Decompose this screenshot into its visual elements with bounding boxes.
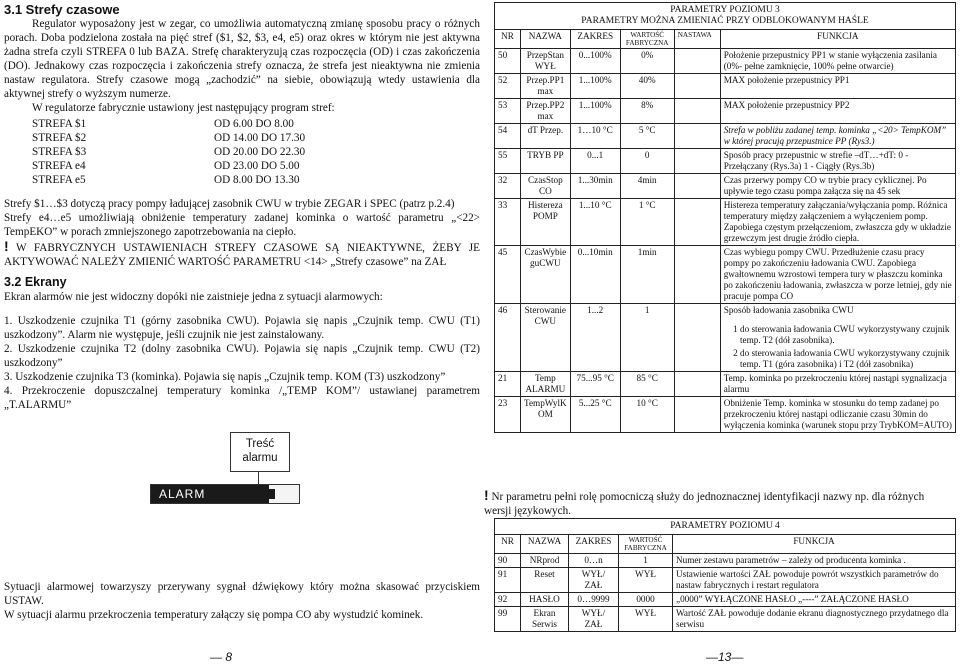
param-function: [720, 304, 955, 372]
table-row: [495, 554, 956, 568]
table-row: [495, 74, 956, 99]
table-row: [495, 372, 956, 397]
zones-note-pump: Strefy $1…$3 dotyczą pracy pompy ładującej zasobnik CWU w trybie ZEGAR i SPEC (patrz p.2.4): [4, 198, 455, 210]
table-row: [495, 124, 956, 149]
param-name: TRYB PP: [521, 149, 571, 174]
param-function: Histereza temperatury załączania/wyłączania pomp. Różnica temperatury między załączeniem a wyłączeniem pomp. Zapobiega częstym przełączeniom, zwłaszcza gdy w układzie grzewczym jest drugie źródło ciepła.: [720, 199, 955, 246]
table-row: [495, 304, 956, 372]
param-setting: [674, 304, 720, 372]
warning-icon: !: [4, 238, 9, 254]
param-factory: 1min: [620, 246, 674, 304]
param-range: 5...25 °C: [570, 397, 620, 433]
table-row: [495, 246, 956, 304]
param-function: Numer zestawu parametrów – zależy od producenta kominka .: [673, 554, 956, 568]
param-setting: [674, 74, 720, 99]
param-range: 1…10 °C: [570, 124, 620, 149]
param-range: 1...30min: [570, 174, 620, 199]
param-function-text: Sposób ładowania zasobnika CWU: [723, 305, 854, 315]
col-nazwa: NAZWA: [521, 30, 571, 49]
param-nr: 21: [495, 372, 521, 397]
param-function: MAX położenie przepustnicy PP2: [720, 99, 955, 124]
alarm-intro: Ekran alarmów nie jest widoczny dopóki nie zaistnieje jedna z sytuacji alarmowych:: [4, 291, 383, 303]
param-range: 1...2: [570, 304, 620, 372]
table-row: [495, 607, 956, 632]
alarm-screen: [150, 484, 300, 504]
col-nazwa: NAZWA: [521, 535, 569, 554]
table-row: [495, 568, 956, 593]
param-setting: [674, 199, 720, 246]
note-icon: !: [484, 487, 489, 503]
param-name: Ekran Serwis: [521, 607, 569, 632]
param-factory: 0%: [620, 49, 674, 74]
param-factory: 0: [620, 149, 674, 174]
param-function: Sposób pracy przepustnic w strefie –dT…+dT: 0 - Przełączany (Rys.3a) 1 - Ciągły (Rys.3b): [720, 149, 955, 174]
zone-name: STREFA $2: [32, 132, 87, 144]
param-range: 0…9999: [569, 593, 619, 607]
table-row: [495, 199, 956, 246]
zone-name: STREFA e5: [32, 174, 86, 186]
param-name: CzasStop CO: [521, 174, 571, 199]
param-range: 1...100%: [570, 74, 620, 99]
param-function: Strefa w pobliżu zadanej temp. kominka „<20> TempKOM” w której pracują przepustnice PP (Rys3.): [720, 124, 955, 149]
option-num: 1: [733, 324, 738, 334]
param-nr: 90: [495, 554, 521, 568]
zone-time: OD 14.00 DO 17.30: [214, 132, 306, 144]
alarm-screen-label: ALARM: [151, 485, 269, 503]
table4-title: PARAMETRY POZIOMU 4: [495, 519, 956, 535]
intro-paragraph: Regulator wyposażony jest w zegar, co umożliwia automatyczną zmianę sposobu pracy o różnych porach. Doba podzielona została na pięć stref ($1, $2, $3, e4, e5) oraz okres w którym nie jest aktywna żadna strefa czyli STREFA 0 lub BAZA. Strefę charakteryzują czas rozpoczęcia (OD) i czas zakończenia (DO). Jednakowy czas rozpoczęcia i zakończenia strefy oznacza, że strefa jest nieaktywna nie zmienia nastaw regulatora. Strefy czasowe mogą „zachodzić” na siebie, obowiązują wtedy ustawienia dla aktywnej strefy o wyższym numerze.: [4, 18, 480, 100]
param-factory: 1: [619, 554, 673, 568]
section-title-ekrany: 3.2 Ekrany: [4, 275, 67, 289]
param-range: WYŁ/ ZAŁ: [569, 568, 619, 593]
zone-row: [32, 159, 480, 173]
col-nr: NR: [495, 30, 521, 49]
param-function: „0000” WYŁĄCZONE HASŁO „----” ZAŁĄCZONE HASŁO: [673, 593, 956, 607]
param-factory: 10 °C: [620, 397, 674, 433]
param-nr: 99: [495, 607, 521, 632]
param-name: PrzepStan WYŁ: [521, 49, 571, 74]
col-nastawa: NASTAWA: [674, 30, 720, 49]
param-factory: 1: [620, 304, 674, 372]
section-title-strefy: 3.1 Strefy czasowe: [4, 2, 120, 17]
table4-header: [495, 535, 956, 554]
zone-row: [32, 173, 480, 187]
param-name: HASŁO: [521, 593, 569, 607]
zone-time: OD 20.00 DO 22.30: [214, 146, 306, 158]
zone-time: OD 8.00 DO 13.30: [214, 174, 300, 186]
param-nr: 91: [495, 568, 521, 593]
table-row: [495, 99, 956, 124]
alarm-text-callout: Treść alarmu: [230, 432, 290, 472]
param-factory: 1 °C: [620, 199, 674, 246]
note-text: Nr parametru pełni rolę pomocniczą służy do jednoznacznej identyfikacji nazwy np. dla różnych wersji językowych.: [484, 491, 925, 517]
col-funkcja: FUNKCJA: [720, 30, 955, 49]
param-range: WYŁ/ ZAŁ: [569, 607, 619, 632]
page-number-left: — 8: [210, 650, 233, 664]
option-text: do sterowania ładowania CWU wykorzystywany czujnik temp. T1 (góra zasobnika) i T2 (dół zasobnika): [740, 348, 950, 369]
param-function: Położenie przepustnicy PP1 w stanie wyłączenia zasilania (0%- pełne zamknięcie, 100% pełne otwarcie): [720, 49, 955, 74]
param-setting: [674, 149, 720, 174]
page-number-right: —13—: [706, 650, 744, 664]
alarm-screen-cursor: [269, 489, 275, 499]
alarm-item: 1. Uszkodzenie czujnika T1 (górny zasobnika CWU). Pojawia się napis „Czujnik temp. CWU (T1) uszkodzony”. Alarm nie występuje, jeśli czujnik nie jest zainstalowany.: [4, 315, 480, 341]
table3-title-1: PARAMETRY POZIOMU 3: [670, 5, 780, 15]
zones-note-eco: Strefy e4…e5 umożliwiają obniżenie temperatury zadanej kominka o wartość parametru „<22> TempEKO” w porach zmniejszonego zapotrzebowania na ciepło.: [4, 212, 480, 238]
parameters-level-3-table: [494, 2, 956, 433]
param-function: MAX położenie przepustnicy PP1: [720, 74, 955, 99]
param-nr: 45: [495, 246, 521, 304]
param-function: Ustawienie wartości ZAŁ powoduje powrót wszystkich parametrów do nastaw fabrycznych i restart regulatora: [673, 568, 956, 593]
left-page: [4, 2, 480, 412]
param-range: 1...10 °C: [570, 199, 620, 246]
param-name: Sterowanie CWU: [521, 304, 571, 372]
param-range: 0…n: [569, 554, 619, 568]
param-factory: 85 °C: [620, 372, 674, 397]
param-setting: [674, 124, 720, 149]
col-wartosc: WARTOŚĆ FABRYCZNA: [619, 535, 673, 554]
alarm-item: 2. Uszkodzenie czujnika T2 (dolny zasobnika CWU). Pojawia się napis „Czujnik temp. CWU (T2) uszkodzony”: [4, 343, 480, 369]
option-text: do sterowania ładowania CWU wykorzystywany czujnik temp. T2 (dół zasobnika).: [740, 324, 950, 345]
page-number-value: 8: [225, 650, 233, 664]
parameters-level-4-table: [494, 518, 956, 632]
param-factory: 8%: [620, 99, 674, 124]
param-function: Czas przerwy pompy CO w trybie pracy cyklicznej. Po upływie tego czasu pompa załącza się na 45 sek: [720, 174, 955, 199]
zone-row: [32, 117, 480, 131]
param-factory: 40%: [620, 74, 674, 99]
parameter-number-note: [484, 488, 944, 518]
param-nr: 52: [495, 74, 521, 99]
param-nr: 55: [495, 149, 521, 174]
warning-text: W FABRYCZNYCH USTAWIENIACH STREFY CZASOWE SĄ NIEAKTYWNE, ŻEBY JE AKTYWOWAĆ NALEŻY ZMIENIĆ WARTOŚĆ PARAMETRU <14> „Strefy czasowe” na ZAŁ: [4, 242, 480, 268]
param-nr: 53: [495, 99, 521, 124]
alarm-pump-note: W sytuacji alarmu przekroczenia temperatury załączy się pompa CO aby wystudzić kominek.: [4, 609, 424, 621]
zone-name: STREFA $3: [32, 146, 87, 158]
param-setting: [674, 174, 720, 199]
table-row: [495, 593, 956, 607]
table-row: [495, 149, 956, 174]
param-setting: [674, 397, 720, 433]
param-name: Temp ALARMU: [521, 372, 571, 397]
table3-title-2: PARAMETRY MOŻNA ZMIENIAĆ PRZY ODBLOKOWANYM HAŚLE: [581, 16, 869, 26]
alarm-footer: [4, 580, 480, 622]
param-factory: WYŁ: [619, 607, 673, 632]
param-factory: 0000: [619, 593, 673, 607]
param-factory: 5 °C: [620, 124, 674, 149]
zone-program: [32, 117, 480, 187]
col-nr: NR: [495, 535, 521, 554]
param-name: dT Przep.: [521, 124, 571, 149]
factory-warning: [4, 239, 480, 269]
option-row: [724, 348, 952, 370]
table-row: [495, 49, 956, 74]
param-setting: [674, 49, 720, 74]
param-name: Przep.PP2 max: [521, 99, 571, 124]
page-number-value: 13: [718, 650, 732, 664]
param-name: NRprod: [521, 554, 569, 568]
param-function: Czas wybiegu pompy CWU. Przedłużenie czasu pracy pompy po zakończeniu ładowania CWU. Zapobiega gwałtownemu wzrostowi tempera tury w płaszczu kominka po zakończeniu ładowania, zwłaszcza w porze letniej, gdy nie pracuje pompa CO: [720, 246, 955, 304]
table-row: [495, 174, 956, 199]
param-nr: 92: [495, 593, 521, 607]
option-row: [724, 324, 952, 346]
col-zakres: ZAKRES: [569, 535, 619, 554]
param-range: 0...1: [570, 149, 620, 174]
param-nr: 32: [495, 174, 521, 199]
alarm-item: 4. Przekroczenie dopuszczalnej temperatury kominka /„TEMP KOM”/ ustawianej parametrem „T.ALARMU”: [4, 385, 480, 411]
param-nr: 23: [495, 397, 521, 433]
zone-name: STREFA $1: [32, 118, 87, 130]
table3-title: [495, 3, 956, 30]
param-nr: 46: [495, 304, 521, 372]
param-name: Reset: [521, 568, 569, 593]
col-zakres: ZAKRES: [570, 30, 620, 49]
param-setting: [674, 372, 720, 397]
param-name: Przep.PP1 max: [521, 74, 571, 99]
param-name: TempWylK OM: [521, 397, 571, 433]
param-nr: 33: [495, 199, 521, 246]
alarm-sound-note: Sytuacji alarmowej towarzyszy przerywany sygnał dźwiękowy który można skasować przyciskiem USTAW.: [4, 581, 480, 607]
zone-name: STREFA e4: [32, 160, 86, 172]
program-intro: W regulatorze fabrycznie ustawiony jest następujący program stref:: [32, 102, 335, 114]
param-name: Histereza POMP: [521, 199, 571, 246]
zone-time: OD 23.00 DO 5.00: [214, 160, 300, 172]
zone-row: [32, 131, 480, 145]
col-wartosc: WARTOŚĆ FABRYCZNA: [620, 30, 674, 49]
param-range: 0...10min: [570, 246, 620, 304]
table-row: [495, 397, 956, 433]
param-nr: 54: [495, 124, 521, 149]
param-setting: [674, 246, 720, 304]
param-function: Obniżenie Temp. kominka w stosunku do temp zadanej po przekroczeniu której nastąpi odliczanie czasu 30min do wyłączenia kominka (warunek stopu przy TrybKOM=AUTO): [720, 397, 955, 433]
table3-header: [495, 30, 956, 49]
option-num: 2: [733, 348, 738, 358]
param-name: CzasWybie guCWU: [521, 246, 571, 304]
param-factory: WYŁ: [619, 568, 673, 593]
param-factory: 4min: [620, 174, 674, 199]
param-range: 1...100%: [570, 99, 620, 124]
param-function: Wartość ZAŁ powoduje dodanie ekranu diagnostycznego przydatnego dla serwisu: [673, 607, 956, 632]
param-setting: [674, 99, 720, 124]
col-funkcja: FUNKCJA: [673, 535, 956, 554]
param-nr: 50: [495, 49, 521, 74]
param-range: 0...100%: [570, 49, 620, 74]
zone-row: [32, 145, 480, 159]
alarm-item: 3. Uszkodzenie czujnika T3 (kominka). Pojawia się napis „Czujnik temp. KOM (T3) uszkodzony”: [4, 371, 446, 383]
param-range: 75...95 °C: [570, 372, 620, 397]
zone-time: OD 6.00 DO 8.00: [214, 118, 294, 130]
param-function: Temp. kominka po przekroczeniu której nastąpi sygnalizacja alarmu: [720, 372, 955, 397]
